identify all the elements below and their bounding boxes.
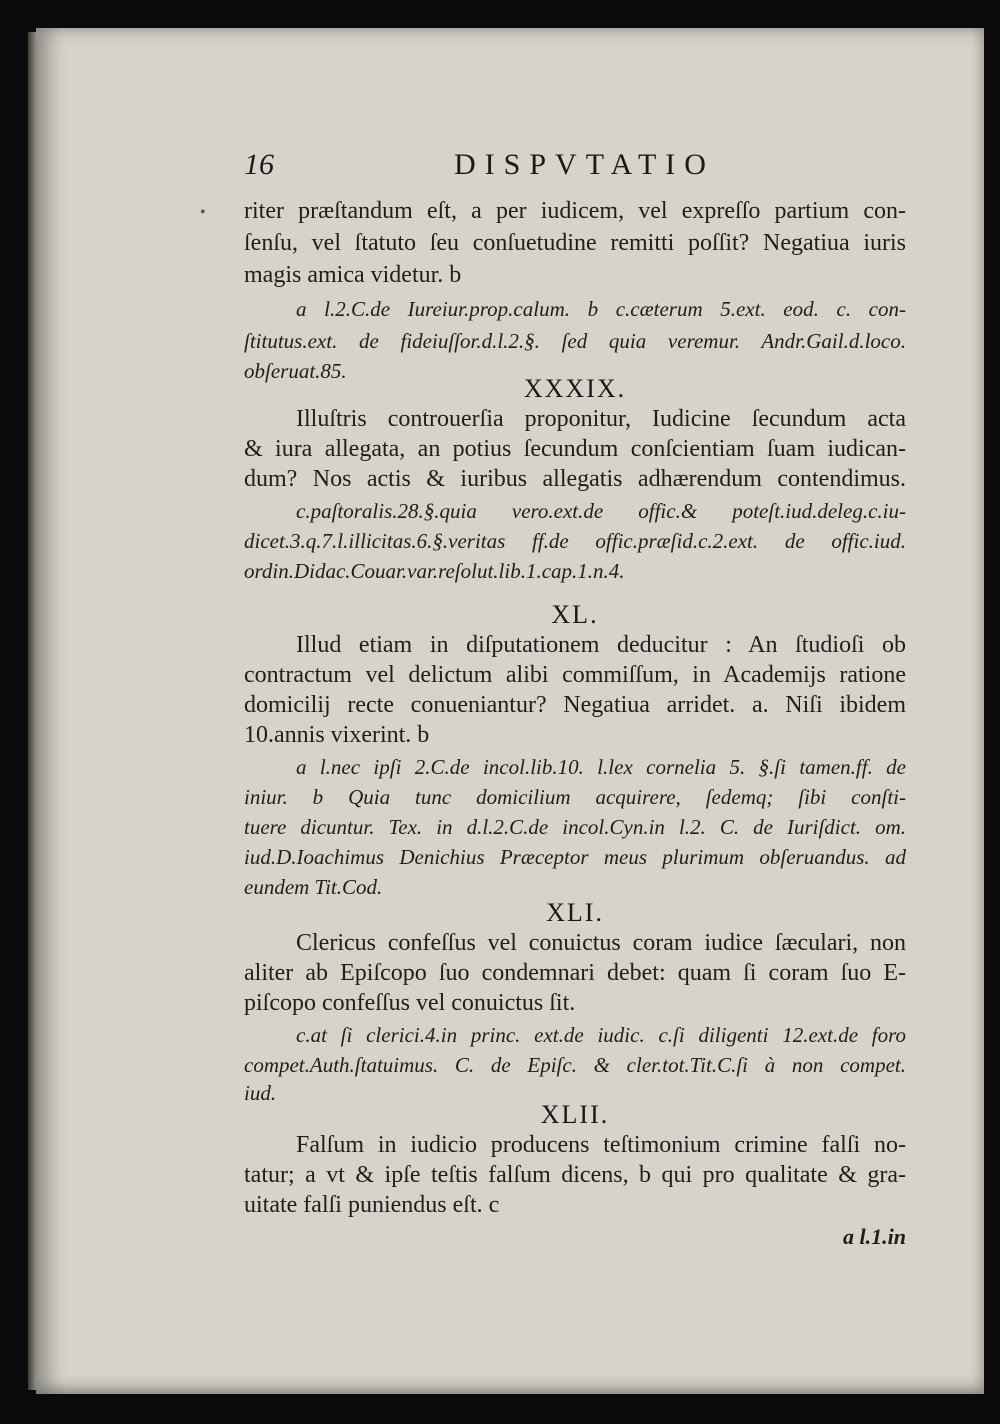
- text-line: Illuſtris controuerſia proponitur, Iudicine ſecundum acta: [296, 406, 906, 432]
- footnote-line: eundem Tit.Cod.: [244, 875, 383, 899]
- text-line: Illud etiam in diſputationem deducitur : An ſtudioſi ob: [296, 632, 906, 658]
- footnote-line: obſeruat.85.: [244, 359, 347, 383]
- page-edge: [28, 32, 36, 1390]
- section-number: XL.: [551, 600, 599, 629]
- footnote-line: a l.2.C.de Iureiur.prop.calum. b c.cæterum 5.ext. eod. c. con-: [296, 297, 906, 321]
- footnote-line: a l.nec ipſi 2.C.de incol.lib.10. l.lex cornelia 5. §.ſi tamen.ff. de: [296, 755, 906, 779]
- text-line: domicilij recte conueniantur? Negatiua arridet. a. Niſi ibidem: [244, 692, 906, 718]
- text-line: Clericus confeſſus vel conuictus coram iudice ſæculari, non: [296, 930, 906, 956]
- footnote-line: c.at ſi clerici.4.in princ. ext.de iudic. c.ſi diligenti 12.ext.de foro: [296, 1023, 906, 1047]
- text-line: 10.annis vixerint. b: [244, 722, 430, 748]
- footnote-line: tuere dicuntur. Tex. in d.l.2.C.de incol.Cyn.in l.2. C. de Iuriſdict. om.: [244, 815, 906, 839]
- text-line: riter præſtandum eſt, a per iudicem, vel expreſſo partium con-: [244, 198, 906, 224]
- footnote-line: c.paſtoralis.28.§.quia vero.ext.de offic.& poteſt.iud.deleg.c.iu-: [296, 499, 906, 523]
- footnote-line: dicet.3.q.7.l.illicitas.6.§.veritas ff.de offic.præſid.c.2.ext. de offic.iud.: [244, 529, 906, 553]
- footnote-line: iud.: [244, 1081, 277, 1105]
- catchword: a l.1.in: [843, 1224, 906, 1249]
- text-line: piſcopo confeſſus vel conuictus ſit.: [244, 990, 576, 1016]
- margin-dot: •: [200, 204, 206, 221]
- section-number: XLI.: [546, 898, 604, 927]
- text-line: Falſum in iudicio producens teſtimonium crimine falſi no-: [296, 1132, 906, 1158]
- footnote-line: iniur. b Quia tunc domicilium acquirere, ſedemq; ſibi conſti-: [244, 785, 906, 809]
- text-line: uitate falſi puniendus eſt. c: [244, 1192, 500, 1218]
- text-line: contractum vel delictum alibi commiſſum, in Academijs ratione: [244, 662, 906, 688]
- text-line: magis amica videtur. b: [244, 262, 462, 288]
- text-line: & iura allegata, an potius ſecundum conſcientiam ſuam iudican-: [244, 436, 906, 462]
- section-number: XXXIX.: [523, 374, 627, 403]
- footnote-line: iud.D.Ioachimus Denichius Præceptor meus plurimum obſeruandus. ad: [244, 845, 906, 869]
- running-head: DISPVTATIO: [454, 148, 715, 181]
- footnote-line: compet.Auth.ſtatuimus. C. de Epiſc. & cler.tot.Tit.C.ſi à non compet.: [244, 1053, 906, 1077]
- page-header: [244, 148, 904, 184]
- section-number: XLII.: [540, 1100, 610, 1129]
- page-number: 16: [244, 148, 274, 181]
- text-line: ſenſu, vel ſtatuto ſeu conſuetudine remitti poſſit? Negatiua iuris: [244, 230, 906, 256]
- text-line: aliter ab Epiſcopo ſuo condemnari debet: quam ſi coram ſuo E-: [244, 960, 906, 986]
- text-line: tatur; a vt & ipſe teſtis falſum dicens, b qui pro qualitate & gra-: [244, 1162, 906, 1188]
- text-line: dum? Nos actis & iuribus allegatis adhærendum contendimus.: [244, 466, 906, 492]
- footnote-line: ſtitutus.ext. de fideiuſſor.d.l.2.§. ſed quia veremur. Andr.Gail.d.loco.: [244, 329, 906, 353]
- footnote-line: ordin.Didac.Couar.var.reſolut.lib.1.cap.1.n.4.: [244, 559, 625, 583]
